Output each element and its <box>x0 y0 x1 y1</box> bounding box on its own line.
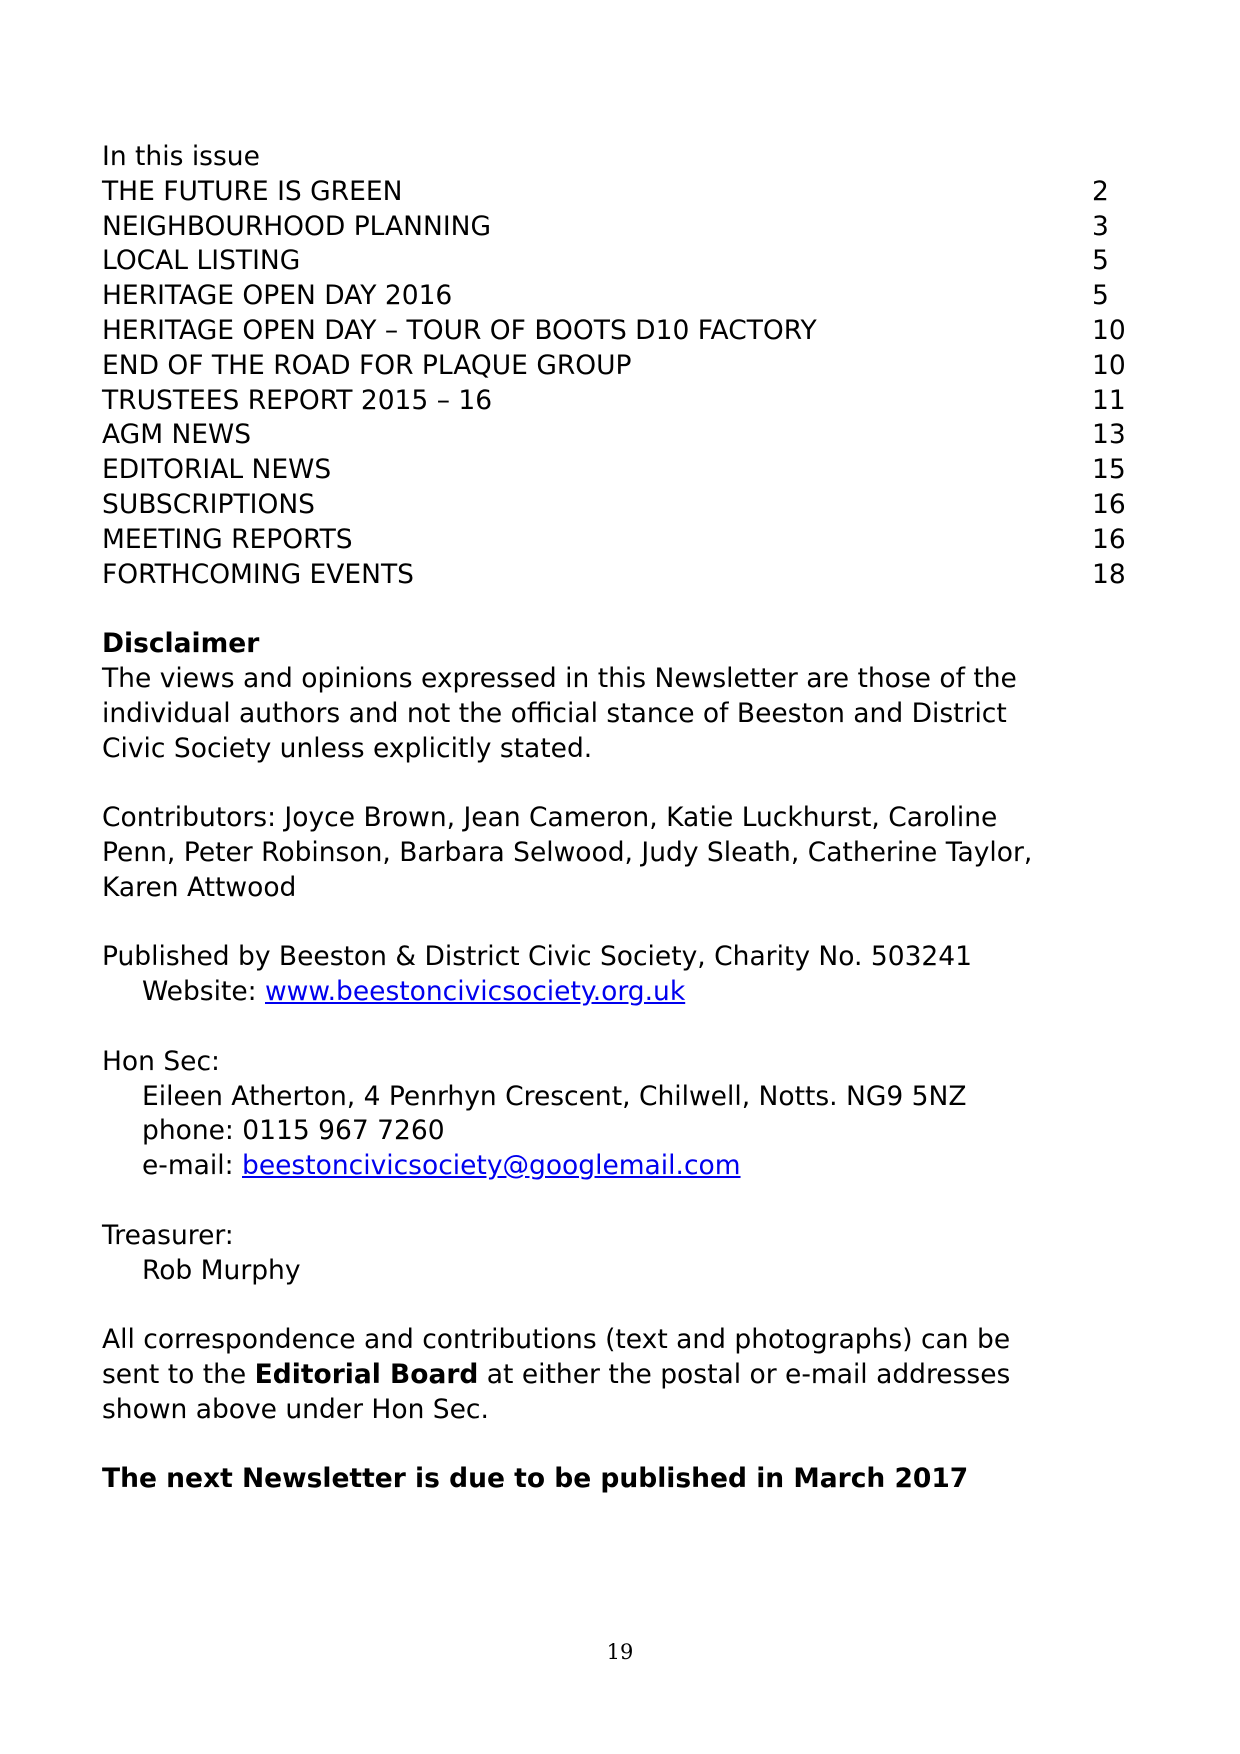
contents-title: HERITAGE OPEN DAY 2016 <box>102 280 453 312</box>
contents-page: 18 <box>1092 558 1126 590</box>
correspondence-line <box>102 1358 1162 1393</box>
contents-title: HERITAGE OPEN DAY – TOUR OF BOOTS D10 FACTORY <box>102 314 817 346</box>
contents-title: AGM NEWS <box>102 419 252 451</box>
disclaimer-line: The views and opinions expressed in this Newsletter are those of the <box>102 662 1017 694</box>
contributors-line: Penn, Peter Robinson, Barbara Selwood, Judy Sleath, Catherine Taylor, <box>102 836 1033 868</box>
contents-list <box>102 175 1162 593</box>
website-label: Website: <box>142 976 265 1008</box>
contents-item <box>102 523 1162 558</box>
hon-sec-phone: phone: 0115 967 7260 <box>142 1115 445 1147</box>
contents-title: EDITORIAL NEWS <box>102 454 332 486</box>
contents-page: 10 <box>1092 314 1126 346</box>
contents-title: TRUSTEES REPORT 2015 – 16 <box>102 384 493 416</box>
contents-item <box>102 175 1162 210</box>
website-link[interactable]: www.beestoncivicsociety.org.uk <box>265 976 686 1008</box>
contents-title: FORTHCOMING EVENTS <box>102 558 414 590</box>
editorial-board: Editorial Board <box>254 1358 479 1390</box>
contents-page: 13 <box>1092 419 1126 451</box>
correspondence-text: at either the postal or e-mail addresses <box>478 1358 1011 1390</box>
contents-page: 5 <box>1092 245 1109 277</box>
contents-title: NEIGHBOURHOOD PLANNING <box>102 210 491 242</box>
contents-title: THE FUTURE IS GREEN <box>102 175 403 207</box>
publisher-line: Published by Beeston & District Civic Society, Charity No. 503241 <box>102 941 973 973</box>
hon-sec-address: Eileen Atherton, 4 Penrhyn Crescent, Chilwell, Notts. NG9 5NZ <box>142 1080 967 1112</box>
correspondence-line: All correspondence and contributions (text and photographs) can be <box>102 1324 1011 1356</box>
contents-heading: In this issue <box>102 141 260 172</box>
contents-item <box>102 418 1162 453</box>
contents-page: 11 <box>1092 384 1126 416</box>
contents-title: MEETING REPORTS <box>102 523 353 555</box>
treasurer-name: Rob Murphy <box>142 1254 301 1286</box>
contents-page: 3 <box>1092 210 1109 242</box>
contents-page: 15 <box>1092 454 1126 486</box>
contents-page: 10 <box>1092 349 1126 381</box>
disclaimer-line: Civic Society unless explicitly stated. <box>102 732 593 764</box>
contents-item <box>102 210 1162 245</box>
contents-item <box>102 453 1162 488</box>
contents-title: SUBSCRIPTIONS <box>102 488 315 520</box>
hon-sec-label: Hon Sec: <box>102 1045 220 1077</box>
disclaimer-line: individual authors and not the official stance of Beeston and District <box>102 697 1007 729</box>
contents-item <box>102 558 1162 593</box>
contents-item <box>102 279 1162 314</box>
contents-page: 2 <box>1092 175 1109 207</box>
contents-item <box>102 488 1162 523</box>
contents-item <box>102 349 1162 384</box>
contents-title: END OF THE ROAD FOR PLAQUE GROUP <box>102 349 632 381</box>
treasurer-label: Treasurer: <box>102 1219 234 1251</box>
contents-item <box>102 314 1162 349</box>
page-number: 19 <box>606 1640 634 1664</box>
contents-title: LOCAL LISTING <box>102 245 301 277</box>
contents-page: 5 <box>1092 280 1109 312</box>
contents-page: 16 <box>1092 488 1126 520</box>
contributors-line: Karen Attwood <box>102 871 297 903</box>
next-issue-notice: The next Newsletter is due to be published in March 2017 <box>102 1463 969 1495</box>
newsletter-page <box>102 140 1162 1497</box>
correspondence-line: shown above under Hon Sec. <box>102 1393 489 1425</box>
hon-sec-email-line <box>102 1149 1162 1184</box>
email-link[interactable]: beestoncivicsociety@googlemail.com <box>242 1150 741 1182</box>
contents-page: 16 <box>1092 523 1126 555</box>
contents-item <box>102 244 1162 279</box>
contributors-line: Contributors: Joyce Brown, Jean Cameron, Katie Luckhurst, Caroline <box>102 802 998 834</box>
contents-item <box>102 384 1162 419</box>
email-label: e-mail: <box>142 1150 242 1182</box>
disclaimer-heading: Disclaimer <box>102 628 260 660</box>
correspondence-text: sent to the <box>102 1358 255 1390</box>
website-line <box>102 975 1162 1010</box>
